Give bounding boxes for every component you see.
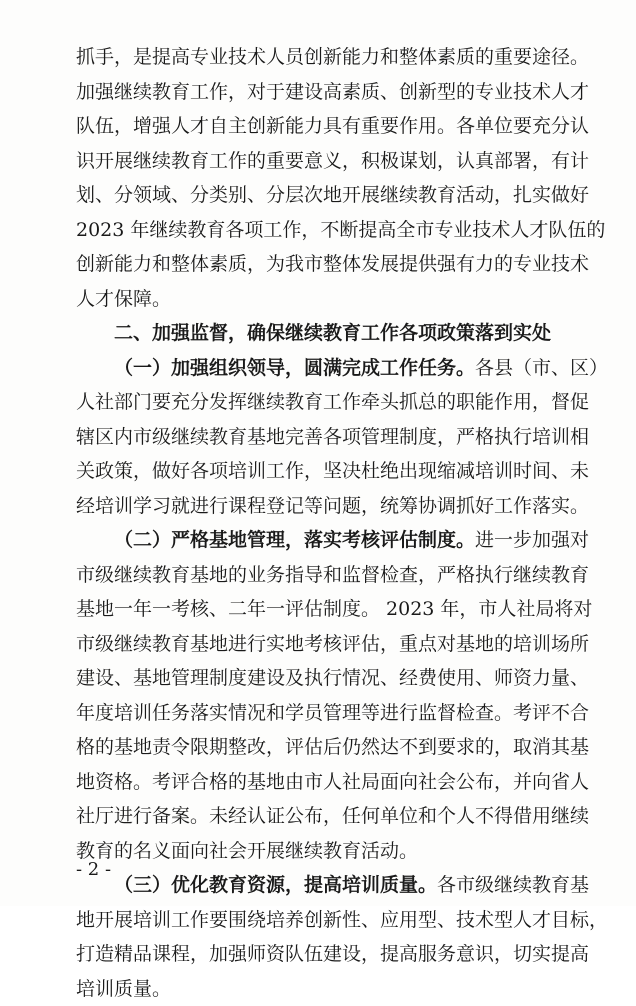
body-text-line: 打造精品课程，加强师资队伍建设，提高服务意识，切实提高 bbox=[76, 937, 578, 972]
body-text-line: 经培训学习就进行课程登记等问题，统筹协调抓好工作落实。 bbox=[76, 489, 578, 524]
subsection-text: 各县（市、区） bbox=[475, 357, 608, 379]
body-text-line: 年度培训任务落实情况和学员管理等进行监督检查。考评不合 bbox=[76, 696, 578, 731]
body-text-line: 抓手，是提高专业技术人员创新能力和整体素质的重要途径。 bbox=[76, 40, 578, 75]
subsection-first-line bbox=[76, 523, 578, 558]
body-text-line: 地资格。考评合格的基地由市人社局面向社会公布，并向省人 bbox=[76, 765, 578, 800]
body-text-line: 培训质量。 bbox=[76, 972, 578, 1006]
body-text-line: 地开展培训工作要围绕培养创新性、应用型、技术型人才目标， bbox=[76, 903, 578, 938]
body-text-line: 市级继续教育基地进行实地考核评估，重点对基地的培训场所 bbox=[76, 627, 578, 662]
body-text-line: 划、分领域、分类别、分层次地开展继续教育活动，扎实做好 bbox=[76, 178, 578, 213]
body-text-line: 建设、基地管理制度建设及执行情况、经费使用、师资力量、 bbox=[76, 661, 578, 696]
subsection-title: （一）加强组织领导，圆满完成工作任务。 bbox=[114, 357, 475, 379]
body-text-line: 市级继续教育基地的业务指导和监督检查，严格执行继续教育 bbox=[76, 558, 578, 593]
body-text-line: 辖区内市级继续教育基地完善各项管理制度，严格执行培训相 bbox=[76, 420, 578, 455]
body-text-line: 加强继续教育工作，对于建设高素质、创新型的专业技术人才 bbox=[76, 75, 578, 110]
body-text-line: 2023 年继续教育各项工作，不断提高全市专业技术人才队伍的 bbox=[76, 213, 578, 248]
body-text-line: 队伍，增强人才自主创新能力具有重要作用。各单位要充分认 bbox=[76, 109, 578, 144]
body-text-line: 识开展继续教育工作的重要意义，积极谋划，认真部署，有计 bbox=[76, 144, 578, 179]
body-text-line: 基地一年一考核、二年一评估制度。 2023 年，市人社局将对 bbox=[76, 592, 578, 627]
subsection-title: （二）严格基地管理，落实考核评估制度。 bbox=[114, 529, 475, 551]
subsection-text: 进一步加强对 bbox=[475, 529, 589, 551]
subsection-text: 各市级继续教育基 bbox=[437, 874, 589, 896]
section-heading: 二、加强监督，确保继续教育工作各项政策落到实处 bbox=[76, 316, 578, 351]
subsection-first-line bbox=[76, 351, 578, 386]
subsection-first-line bbox=[76, 868, 578, 903]
body-text-line: 人才保障。 bbox=[76, 282, 578, 317]
document-body bbox=[76, 40, 578, 1006]
body-text-line: 关政策，做好各项培训工作，坚决杜绝出现缩减培训时间、未 bbox=[76, 454, 578, 489]
body-text-line: 创新能力和整体素质，为我市整体发展提供强有力的专业技术 bbox=[76, 247, 578, 282]
body-text-line: 社厅进行备案。未经认证公布，任何单位和个人不得借用继续 bbox=[76, 799, 578, 834]
page-number: - 2 - bbox=[76, 858, 111, 882]
body-text-line: 格的基地责令限期整改，评估后仍然达不到要求的，取消其基 bbox=[76, 730, 578, 765]
body-text-line: 教育的名义面向社会开展继续教育活动。 bbox=[76, 834, 578, 869]
body-text-line: 人社部门要充分发挥继续教育工作牵头抓总的职能作用，督促 bbox=[76, 385, 578, 420]
subsection-title: （三）优化教育资源，提高培训质量。 bbox=[114, 874, 437, 896]
